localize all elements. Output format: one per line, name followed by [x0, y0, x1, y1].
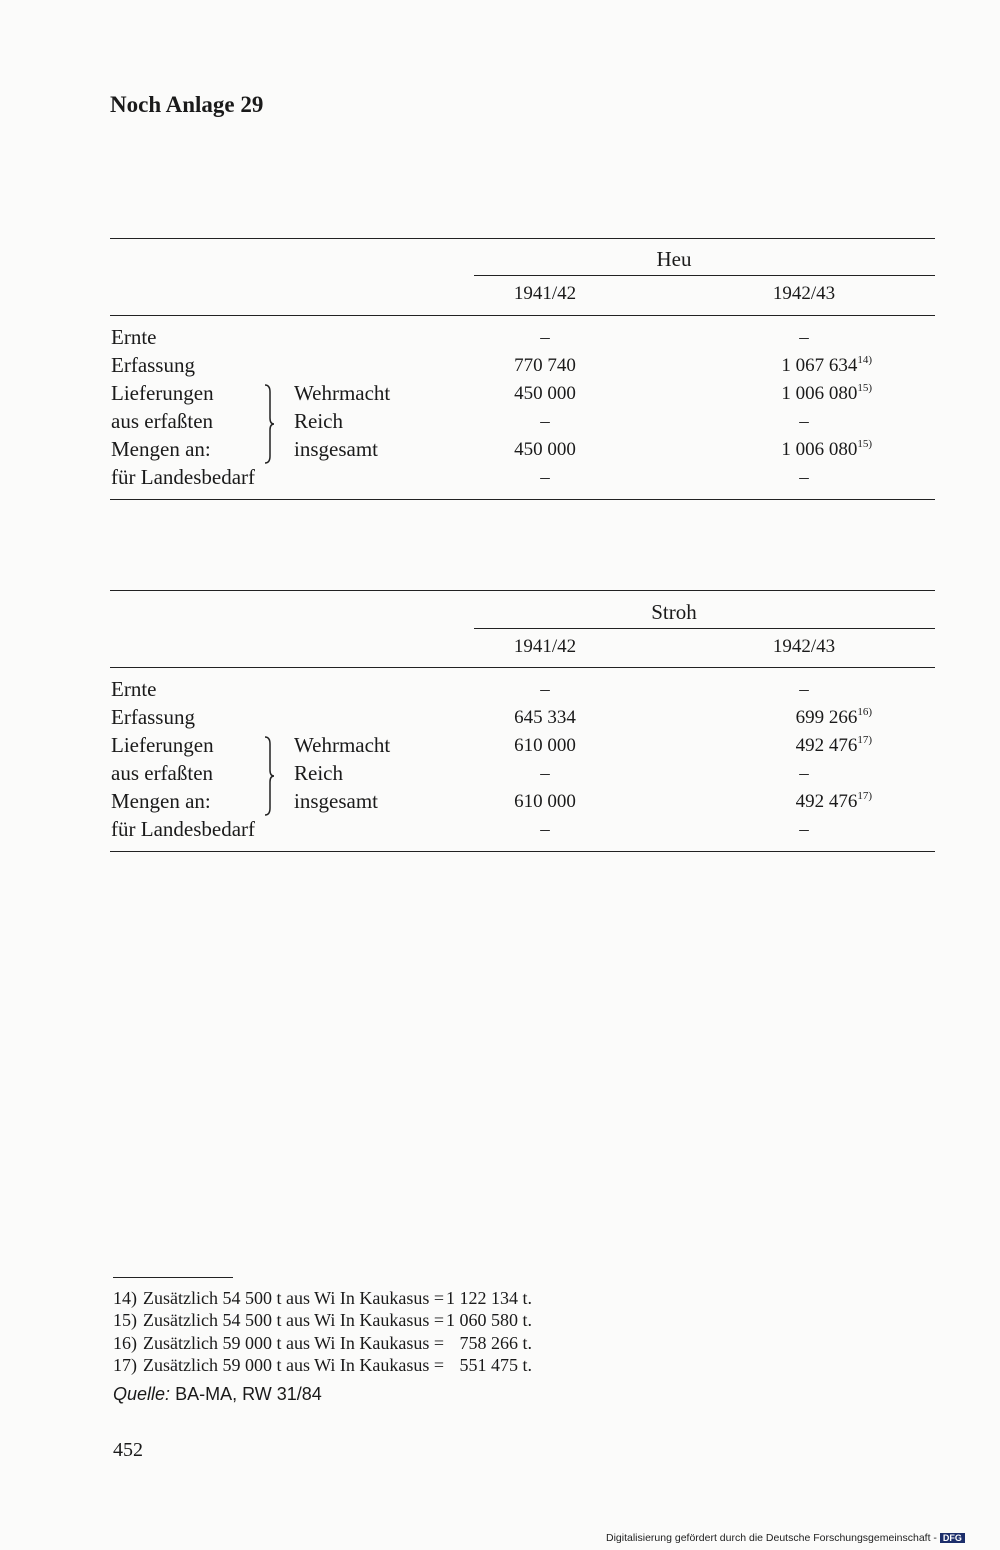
footnote-value: 1 122 134 t. [446, 1288, 533, 1308]
year-header: 1942/43 [772, 636, 836, 657]
table-cell: 450 000 [514, 383, 576, 404]
table-cell: 610 000 [514, 735, 576, 756]
row-sublabel: insgesamt [294, 437, 378, 461]
row-label: Mengen an: [111, 437, 211, 461]
cell-value: 492 476 [795, 791, 858, 812]
footnote [113, 1310, 532, 1331]
row-label: aus erfaßten [111, 761, 214, 785]
table-cell: – [540, 467, 550, 488]
table-top-rule [110, 590, 935, 591]
footnote-value: 758 266 t. [459, 1333, 533, 1353]
row-label: Ernte [111, 325, 157, 349]
footnote-ref: 15) [857, 382, 872, 394]
table-cell: – [540, 327, 550, 348]
table-bottom-rule [110, 499, 935, 500]
table-cell: – [799, 327, 809, 348]
row-label: aus erfaßten [111, 409, 214, 433]
footnote-mark: 17) [113, 1355, 137, 1375]
right-brace [263, 384, 275, 464]
table-cell: 645 334 [514, 707, 576, 728]
table-cell: – [799, 467, 809, 488]
header-bottom-rule [110, 667, 935, 668]
table-cell: 770 740 [514, 355, 576, 376]
year-header: 1941/42 [513, 283, 577, 304]
right-brace [263, 736, 275, 816]
column-group-label: Heu [656, 247, 692, 271]
footnote-value: 1 060 580 t. [446, 1310, 533, 1330]
header-divider [474, 628, 935, 629]
footnote [113, 1333, 532, 1354]
table-cell: – [799, 763, 809, 784]
cell-value: 699 266 [795, 707, 858, 728]
footnote-ref: 17) [857, 734, 872, 746]
header-divider [474, 275, 935, 276]
header-bottom-rule [110, 315, 935, 316]
footnote-value: 551 475 t. [459, 1355, 533, 1375]
source-note [113, 1384, 322, 1405]
table-cell: – [799, 819, 809, 840]
footnote-mark: 15) [113, 1310, 137, 1330]
row-label: Erfassung [111, 705, 195, 729]
footnote-ref: 16) [857, 706, 872, 718]
cell-value: 1 067 634 [781, 355, 858, 376]
row-sublabel: Reich [294, 761, 343, 785]
footnote-text: Zusätzlich 54 500 t aus Wi In Kaukasus = [143, 1310, 445, 1330]
row-sublabel: insgesamt [294, 789, 378, 813]
table-cell [632, 383, 872, 405]
footnote-text: Zusätzlich 54 500 t aus Wi In Kaukasus = [143, 1288, 445, 1308]
row-label: Erfassung [111, 353, 195, 377]
source-label: Quelle: [113, 1384, 171, 1404]
table-cell: – [540, 819, 550, 840]
row-label: Mengen an: [111, 789, 211, 813]
footnote-text: Zusätzlich 59 000 t aus Wi In Kaukasus = [143, 1333, 445, 1353]
footnote-separator [113, 1277, 233, 1278]
page-heading: Noch Anlage 29 [110, 92, 264, 117]
table-cell [632, 707, 872, 729]
table-cell: 610 000 [514, 791, 576, 812]
row-label: für Landesbedarf [111, 465, 256, 489]
table-cell [632, 791, 872, 813]
row-label: Lieferungen [111, 733, 214, 757]
footnote-ref: 17) [857, 790, 872, 802]
table-cell: – [540, 679, 550, 700]
row-label: Lieferungen [111, 381, 214, 405]
footnote-mark: 16) [113, 1333, 137, 1353]
footnote-ref: 14) [857, 354, 872, 366]
cell-value: 1 006 080 [781, 439, 858, 460]
row-label: Ernte [111, 677, 157, 701]
table-cell: 450 000 [514, 439, 576, 460]
dfg-logo: DFG [940, 1533, 965, 1543]
row-sublabel: Reich [294, 409, 343, 433]
year-header: 1942/43 [772, 283, 836, 304]
table-cell [632, 735, 872, 757]
table-cell: – [799, 679, 809, 700]
footnote-ref: 15) [857, 438, 872, 450]
table-bottom-rule [110, 851, 935, 852]
footnote-text: Zusätzlich 59 000 t aus Wi In Kaukasus = [143, 1355, 445, 1375]
table-cell: – [540, 411, 550, 432]
cell-value: 1 006 080 [781, 383, 858, 404]
column-group-label: Stroh [651, 600, 697, 624]
table-cell: – [799, 411, 809, 432]
table-cell: – [540, 763, 550, 784]
cell-value: 492 476 [795, 735, 858, 756]
table-cell [632, 355, 872, 377]
table-top-rule [110, 238, 935, 239]
table-cell [632, 439, 872, 461]
footnote-mark: 14) [113, 1288, 137, 1308]
footnote [113, 1288, 532, 1309]
row-sublabel: Wehrmacht [294, 733, 391, 757]
source-text: BA-MA, RW 31/84 [175, 1384, 322, 1404]
year-header: 1941/42 [513, 636, 577, 657]
digitization-credit [606, 1532, 965, 1544]
page-number: 452 [113, 1439, 143, 1461]
footnote [113, 1355, 532, 1376]
credit-text: Digitalisierung gefördert durch die Deutsche Forschungsgemeinschaft - [606, 1532, 937, 1544]
row-label: für Landesbedarf [111, 817, 256, 841]
row-sublabel: Wehrmacht [294, 381, 391, 405]
